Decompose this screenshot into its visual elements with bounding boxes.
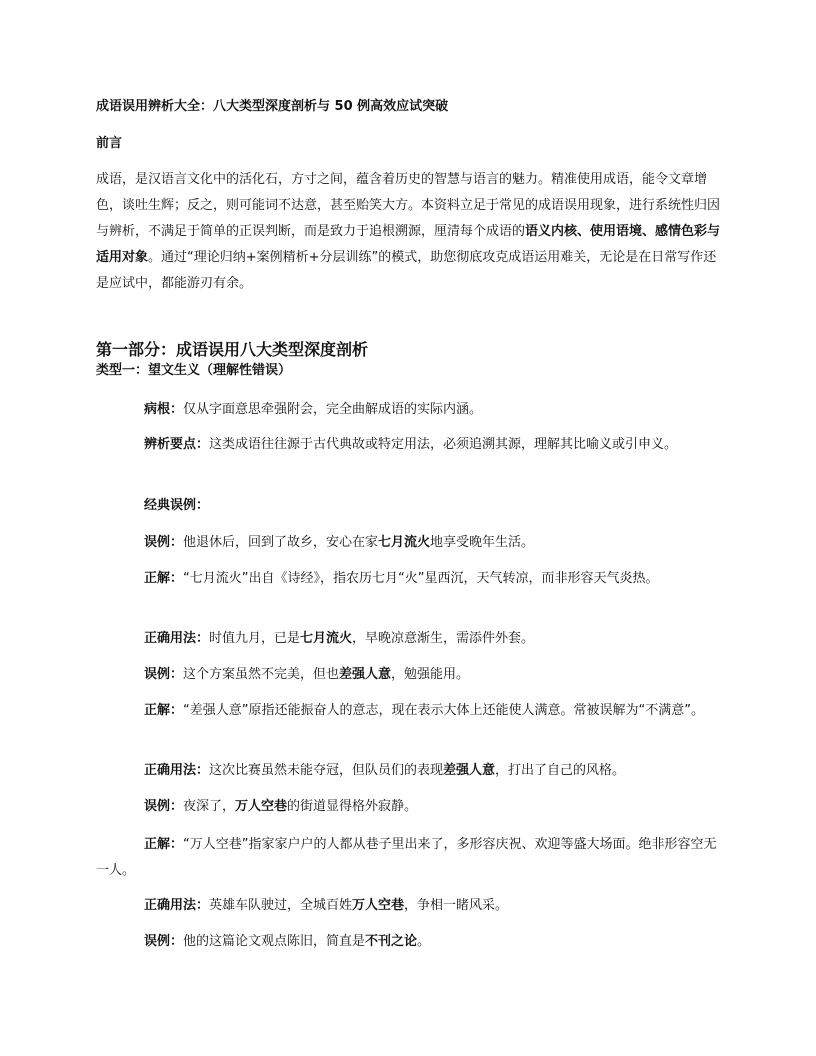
document-title: 成语误用辨析大全：八大类型深度剖析与 50 例高效应试突破 (96, 99, 449, 114)
example-correct-idiom: 差强人意 (443, 763, 496, 778)
example-explain-label: 正解： (144, 571, 184, 586)
examples-heading (96, 493, 726, 519)
example-wrong-label: 误例： (144, 799, 184, 814)
example-wrong-post: 的街道显得格外寂静。 (287, 799, 418, 814)
example-correct (96, 893, 726, 919)
preface-heading: 前言 (96, 136, 123, 151)
example-wrong-idiom: 七月流火 (378, 535, 431, 550)
example-correct-label: 正确用法： (144, 763, 210, 778)
example-explain-text: “万人空巷”指家家户户的人都从巷子里出来了，多形容庆祝、欢迎等盛大场面。绝非形容空无一人。 (96, 837, 717, 878)
example-explain-text: “七月流火”出自《诗经》，指农历七月“火”星西沉，天气转凉，而非形容天气炎热。 (183, 571, 659, 586)
example-correct (96, 626, 726, 652)
key-points-text: 这类成语往往源于古代典故或特定用法，必须追溯其源，理解其比喻义或引申义。 (209, 437, 678, 452)
example-wrong (96, 929, 726, 955)
example-explain-label: 正解： (144, 837, 184, 852)
preface-text-1: 成语，是汉语言文化中的活化石，方寸之间，蕴含着历史的智慧与语言的魅力。精准使用成语，能令文章增色，谈吐生辉；反之，则可能词不达意，甚至贻笑大方。本资料立足于常见的成语误用现象，进行系统性归因与辨析，不满足于简单的正误判断，而是致力于追根溯源，厘清每个成语的 (96, 172, 721, 239)
example-wrong-pre: 他退休后，回到了故乡，安心在家 (183, 535, 379, 550)
type1-heading: 类型一：望文生义（理解性错误） (96, 363, 292, 378)
example-wrong-idiom: 差强人意 (339, 667, 392, 682)
example-correct-pre: 这次比赛虽然未能夺冠，但队员们的表现 (209, 763, 444, 778)
root-cause-text: 仅从字面意思牵强附会，完全曲解成语的实际内涵。 (183, 402, 483, 417)
example-wrong-pre: 他的这篇论文观点陈旧，简直是 (183, 934, 366, 949)
example-wrong-label: 误例： (144, 535, 184, 550)
example-correct-post: ，早晚凉意渐生，需添件外套。 (352, 631, 535, 646)
example-correct-idiom: 万人空巷 (352, 898, 405, 913)
root-cause-paragraph (96, 397, 726, 423)
example-correct-post: ，打出了自己的风格。 (495, 763, 626, 778)
example-wrong-idiom: 不刊之论 (365, 934, 418, 949)
key-points-label: 辨析要点： (144, 437, 210, 452)
example-wrong (96, 530, 726, 556)
example-wrong-idiom: 万人空巷 (235, 799, 288, 814)
example-wrong-label: 误例： (144, 934, 184, 949)
example-wrong-post: 地享受晚年生活。 (430, 535, 535, 550)
example-correct-pre: 英雄车队驶过，全城百姓 (209, 898, 353, 913)
example-explain (96, 832, 726, 884)
example-correct (96, 758, 726, 784)
example-correct-label: 正确用法： (144, 631, 210, 646)
preface-text-2: 。通过“理论归纳+案例精析+分层训练”的模式，助您彻底攻克成语运用难关，无论是在日常写作还是应试中，都能游刃有余。 (96, 250, 717, 291)
example-explain-label: 正解： (144, 703, 184, 718)
key-points-paragraph (96, 432, 726, 458)
example-correct-pre: 时值九月，已是 (209, 631, 301, 646)
example-explain-text: “差强人意”原指还能振奋人的意志，现在表示大体上还能使人满意。常被误解为“不满意”。 (183, 703, 704, 718)
root-cause-label: 病根： (144, 402, 184, 417)
example-wrong-pre: 夜深了， (183, 799, 236, 814)
example-correct-label: 正确用法： (144, 898, 210, 913)
example-wrong (96, 794, 726, 820)
example-correct-post: ，争相一睹风采。 (404, 898, 509, 913)
example-explain (96, 698, 726, 724)
preface-paragraph (96, 167, 726, 297)
examples-label: 经典误例： (144, 498, 210, 513)
example-explain (96, 566, 726, 592)
example-correct-idiom: 七月流火 (300, 631, 353, 646)
example-wrong (96, 662, 726, 688)
preface-text-bold: 语义内核、使用语境、感情色彩与适用对象 (96, 224, 721, 265)
example-wrong-post: 。 (417, 934, 431, 949)
example-wrong-post: ，勉强能用。 (391, 667, 470, 682)
example-wrong-label: 误例： (144, 667, 184, 682)
part1-heading: 第一部分：成语误用八大类型深度剖析 (96, 340, 369, 359)
example-wrong-pre: 这个方案虽然不完美，但也 (183, 667, 340, 682)
